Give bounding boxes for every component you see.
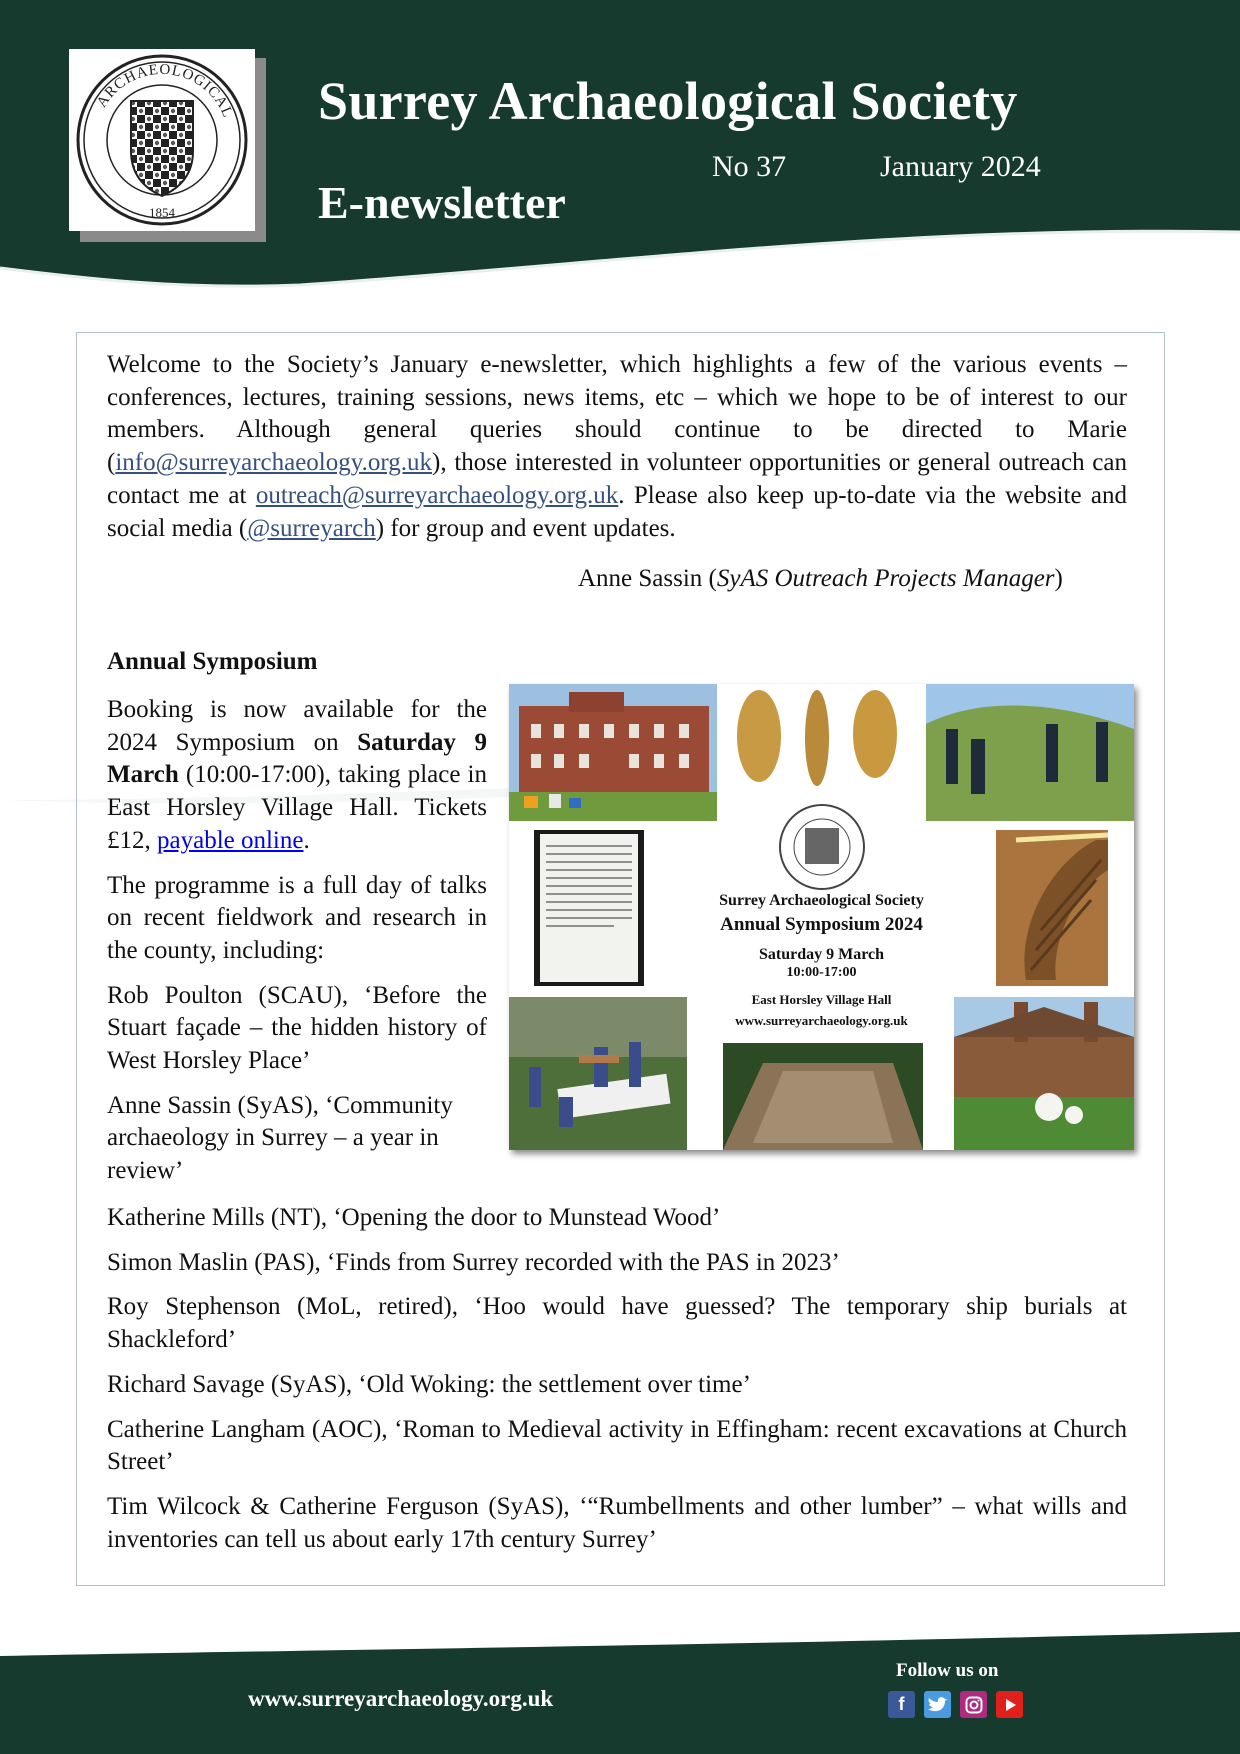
poster-venue: East Horsley Village Hall	[751, 992, 892, 1007]
house-photo	[509, 684, 717, 821]
twitter-icon[interactable]	[924, 1691, 951, 1718]
social-handle-link[interactable]: @surreyarch	[247, 514, 376, 542]
follow-us-label: Follow us on	[896, 1660, 999, 1681]
society-logo	[69, 49, 255, 231]
symposium-left-column	[107, 694, 487, 1200]
youtube-icon[interactable]	[996, 1691, 1023, 1718]
svg-text:ARCHAEOLOGICAL: ARCHAEOLOGICAL	[93, 61, 236, 121]
footer-banner	[0, 1620, 1240, 1754]
talk-item: Simon Maslin (PAS), ‘Finds from Surrey recorded with the PAS in 2023’	[107, 1248, 840, 1276]
footer-website-link[interactable]: www.surreyarchaeology.org.uk	[248, 1686, 554, 1711]
poster-event: Annual Symposium 2024	[720, 914, 923, 935]
signoff: Anne Sassin (SyAS Outreach Projects Manager)	[578, 565, 1063, 592]
talk-item: Katherine Mills (NT), ‘Opening the door to Munstead Wood’	[107, 1204, 721, 1231]
newsletter-title: Surrey Archaeological Society	[318, 71, 1018, 131]
hill-walkers-photo	[926, 684, 1134, 821]
poster-day: Saturday 9 March	[758, 946, 885, 963]
issue-date: January 2024	[880, 150, 1041, 183]
symposium-poster	[509, 684, 1134, 1150]
woodland-trench-photo	[723, 1043, 923, 1150]
flint-tools-photo	[717, 684, 922, 794]
payable-online-link[interactable]: payable online	[157, 826, 304, 854]
poster-website: www.surreyarchaeology.org.uk	[735, 1013, 908, 1028]
poster-logo	[777, 802, 867, 892]
facebook-icon[interactable]: f	[888, 1691, 915, 1718]
issue-number: No 37	[712, 150, 787, 183]
poster-org: Surrey Archaeological Society	[719, 892, 924, 909]
programme-paragraph: The programme is a full day of talks on recent fieldwork and research in the county, including:	[107, 871, 487, 964]
manuscript-photo	[534, 830, 644, 986]
poster-time: 10:00-17:00	[786, 965, 857, 980]
booking-paragraph: Booking is now available for the 2024 Symposium on Saturday 9 March (10:00-17:00), taking place in East Horsley Village Hall. Tickets £12, payable online.	[107, 696, 487, 854]
outreach-email-link[interactable]: outreach@surreyarchaeology.org.uk	[255, 481, 619, 509]
svg-text:1854: 1854	[149, 205, 175, 220]
talk-item: Rob Poulton (SCAU), ‘Before the Stuart façade – the hidden history of West Horsley Place’	[107, 981, 487, 1075]
header-banner	[0, 0, 1240, 290]
symposium-talk-list	[107, 1202, 1127, 1568]
newsletter-subtitle: E-newsletter	[318, 177, 566, 228]
talk-item: Richard Savage (SyAS), ‘Old Woking: the settlement over time’	[107, 1370, 751, 1398]
talk-item: Catherine Langham (AOC), ‘Roman to Medieval activity in Effingham: recent excavations at Church Street’	[107, 1415, 1127, 1476]
talk-item: Roy Stephenson (MoL, retired), ‘Hoo would have guessed? The temporary ship burials at Shackleford’	[107, 1293, 1127, 1354]
talk-item: Anne Sassin (SyAS), ‘Community archaeology in Surrey – a year in review’	[107, 1091, 453, 1185]
info-email-link[interactable]: info@surreyarchaeology.org.uk	[115, 449, 433, 477]
instagram-icon[interactable]	[960, 1691, 987, 1718]
intro-paragraph: Welcome to the Society’s January e-newsletter, which highlights a few of the various events – conferences, lectures, training sessions, news items, etc – which we hope to be of interest to our members. Although general queries should continue to be directed to Marie (info@surreyarchaeology.org.uk), those interested in volunteer opportunities or general outreach can contact me at outreach@surreyarchaeology.org.uk. Please also keep up-to-date via the website and social media (@surreyarch) for group and event updates.	[107, 351, 1127, 542]
section-heading-symposium: Annual Symposium	[107, 648, 318, 675]
talk-item: Tim Wilcock & Catherine Ferguson (SyAS), ‘“Rumbellments and other lumber” – what wills and inventories can tell us about early 17th century Surrey’	[107, 1492, 1127, 1553]
